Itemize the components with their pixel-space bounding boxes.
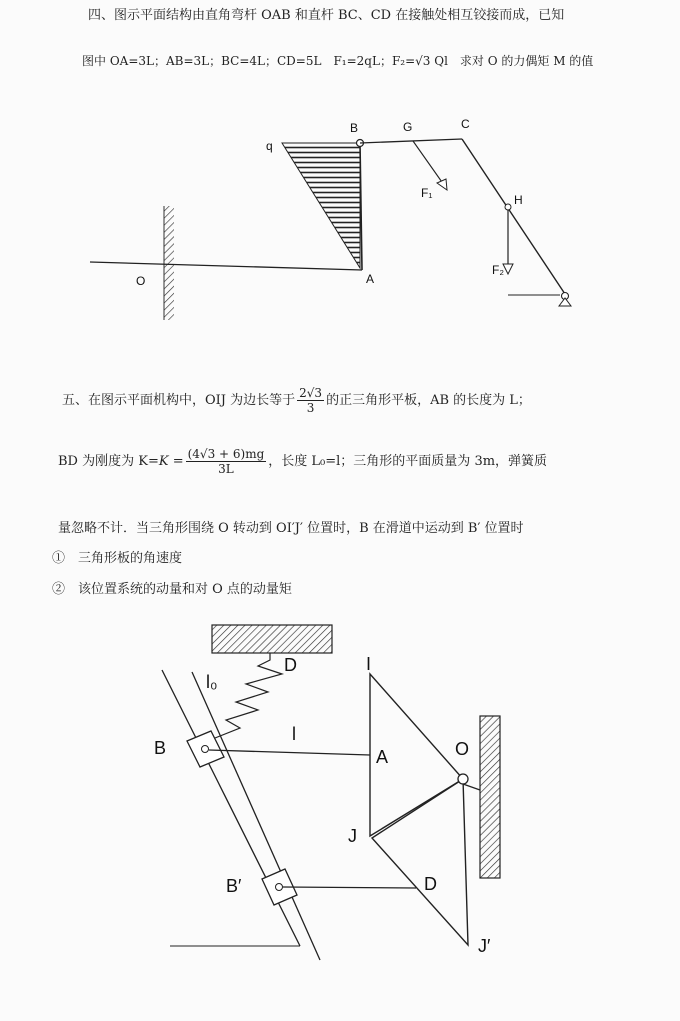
problem4-line1: 四、图示平面结构由直角弯杆 OAB 和直杆 BC、CD 在接触处相互铰接而成，已知 xyxy=(88,8,565,23)
spring-bd xyxy=(210,653,282,740)
label-g: G xyxy=(403,120,413,134)
label-b-prime: B′ xyxy=(226,876,242,896)
label-f2: F₂ xyxy=(492,263,504,277)
right-wall-hatch xyxy=(480,716,500,878)
label-c: C xyxy=(461,117,470,131)
problem4-line2-part-b: Ql 求对 O 的力偶矩 M 的值 xyxy=(430,54,594,68)
label-b5: B xyxy=(154,738,167,758)
label-o5: O xyxy=(455,739,470,759)
label-i: I xyxy=(366,654,372,674)
label-f1: F₁ xyxy=(421,186,433,200)
slider-b-prime-pin xyxy=(276,884,283,891)
label-d-top: D xyxy=(284,655,297,675)
pivot-o xyxy=(458,774,468,784)
problem4-sqrt3: √3 xyxy=(415,54,431,68)
problem5-item1: ① 三角形板的角速度 xyxy=(52,551,183,566)
problem4-line2-part-a: 图中 OA=3L；AB=3L；BC=4L；CD=5L F₁=2qL；F₂= xyxy=(82,54,416,68)
pivot-o-bracket xyxy=(463,784,480,790)
problem5-line3: 量忽略不计．当三角形围绕 O 转动到 OI′J′ 位置时，B 在滑道中运动到 B′ 位置时 xyxy=(58,521,524,536)
label-h: H xyxy=(514,193,523,207)
label-d5: D xyxy=(424,874,437,894)
side-length-denominator: 3 xyxy=(306,401,315,415)
stiffness-numerator: (4√3 + 6)mg xyxy=(187,447,265,461)
label-l0: l₀ xyxy=(206,672,218,692)
label-b: B xyxy=(350,121,359,135)
label-q: q xyxy=(266,139,273,153)
problem5-line2-part-a: BD 为刚度为 K= xyxy=(58,454,159,469)
label-j-prime: J′ xyxy=(478,936,491,956)
label-a: A xyxy=(366,272,375,286)
problem5-line1-part-a: 五、在图示平面机构中，OIJ 为边长等于 xyxy=(62,393,296,408)
label-o: O xyxy=(136,274,146,288)
label-j: J xyxy=(348,826,357,846)
problem5-item2: ② 该位置系统的动量和对 O 点的动量矩 xyxy=(52,582,292,597)
label-a5: A xyxy=(376,747,389,767)
rod-ba xyxy=(209,750,370,755)
problem5-line1-part-b: 的正三角形平板，AB 的长度为 L； xyxy=(326,393,531,408)
slide-track-right xyxy=(192,672,320,960)
rod-bprime-d xyxy=(283,887,416,888)
label-l: l xyxy=(292,724,296,744)
top-wall-hatch xyxy=(212,625,332,653)
slide-track-left xyxy=(162,670,300,946)
problem5-line2-part-b: ，长度 L₀=l；三角形的平面质量为 3m，弹簧质 xyxy=(268,454,548,469)
stiffness-symbol: K = xyxy=(158,454,184,469)
side-length-numerator: 2√3 xyxy=(299,386,323,400)
stiffness-denominator: 3L xyxy=(218,462,234,476)
slider-b-pin xyxy=(202,746,209,753)
triangle-oij-prime xyxy=(372,779,468,945)
